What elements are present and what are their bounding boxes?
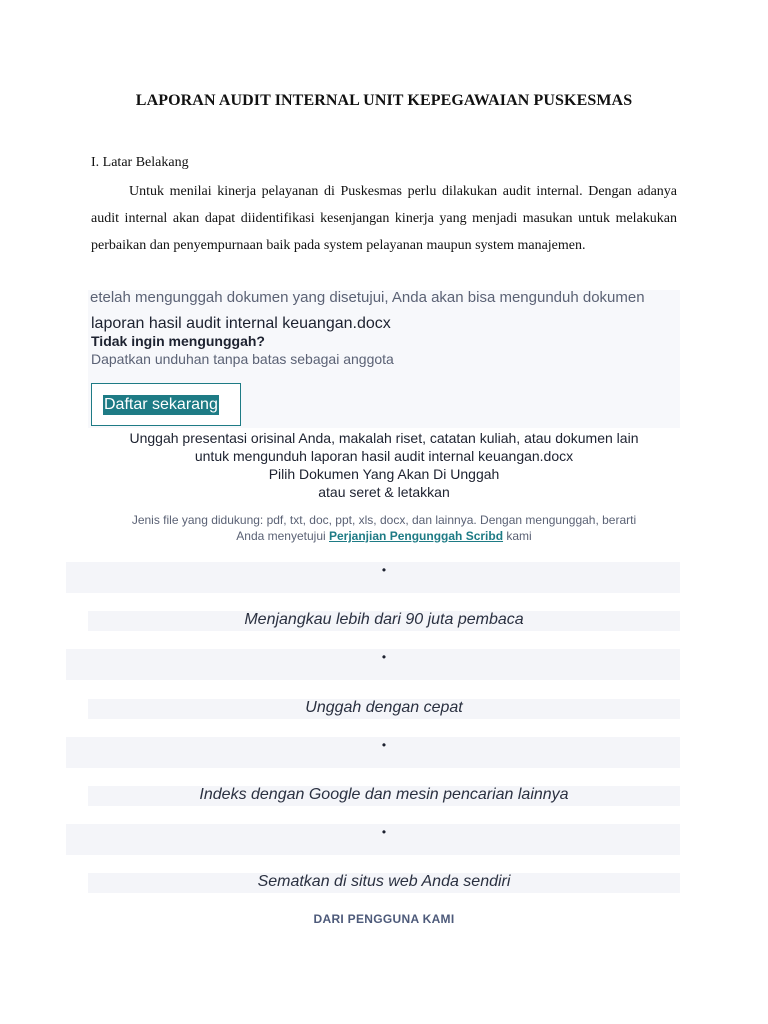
upload-description-line2: untuk mengunduh laporan hasil audit internal keuangan.docx — [194, 448, 574, 464]
upload-dropzone[interactable] — [0, 429, 768, 501]
upload-terms — [0, 512, 768, 544]
uploader-agreement-link[interactable]: Perjanjian Pengunggah Scribd — [329, 529, 504, 543]
from-our-users-heading: DARI PENGGUNA KAMI — [313, 912, 455, 926]
upload-description-line1: Unggah presentasi orisinal Anda, makalah riset, catatan kuliah, atau dokumen lain — [129, 430, 639, 446]
supported-file-types-text: Jenis file yang didukung: pdf, txt, doc, ppt, xls, docx, dan lainnya. Dengan mengunggah, berarti — [131, 513, 637, 527]
drag-drop-text: atau seret & letakkan — [318, 484, 450, 500]
feature-bullet: • — [381, 738, 387, 752]
feature-bullet: • — [381, 825, 387, 839]
signup-button[interactable] — [91, 383, 241, 426]
download-info-text: etelah mengunggah dokumen yang disetujui, Anda akan bisa mengunduh dokumen — [90, 289, 645, 306]
no-upload-question: Tidak ingin mengunggah? — [91, 333, 265, 349]
membership-subtext: Dapatkan unduhan tanpa batas sebagai anggota — [91, 351, 394, 367]
feature-item: Menjangkau lebih dari 90 juta pembaca — [244, 611, 524, 628]
feature-item: Sematkan di situs web Anda sendiri — [257, 873, 511, 890]
feature-item: Unggah dengan cepat — [305, 699, 463, 716]
feature-bullet: • — [381, 650, 387, 664]
feature-bullet: • — [381, 563, 387, 577]
signup-button-label: Daftar sekarang — [104, 396, 218, 413]
download-filename: laporan hasil audit internal keuangan.docx — [91, 315, 391, 332]
choose-document-link[interactable]: Pilih Dokumen Yang Akan Di Unggah — [268, 466, 500, 482]
terms-suffix: kami — [506, 529, 532, 543]
feature-item: Indeks dengan Google dan mesin pencarian lainnya — [199, 786, 569, 803]
body-paragraph: Untuk menilai kinerja pelayanan di Puskesmas perlu dilakukan audit internal. Dengan adanya audit internal akan dapat diidentifikasi kesenjangan kinerja yang menjadi masukan untuk melakukan perbaikan dan penyempurnaan baik pada system pelayanan maupun system manajemen. — [91, 184, 677, 253]
document-title: LAPORAN AUDIT INTERNAL UNIT KEPEGAWAIAN PUSKESMAS — [135, 92, 633, 109]
section-heading: I. Latar Belakang — [91, 155, 189, 170]
terms-prefix: Anda menyetujui — [236, 529, 326, 543]
